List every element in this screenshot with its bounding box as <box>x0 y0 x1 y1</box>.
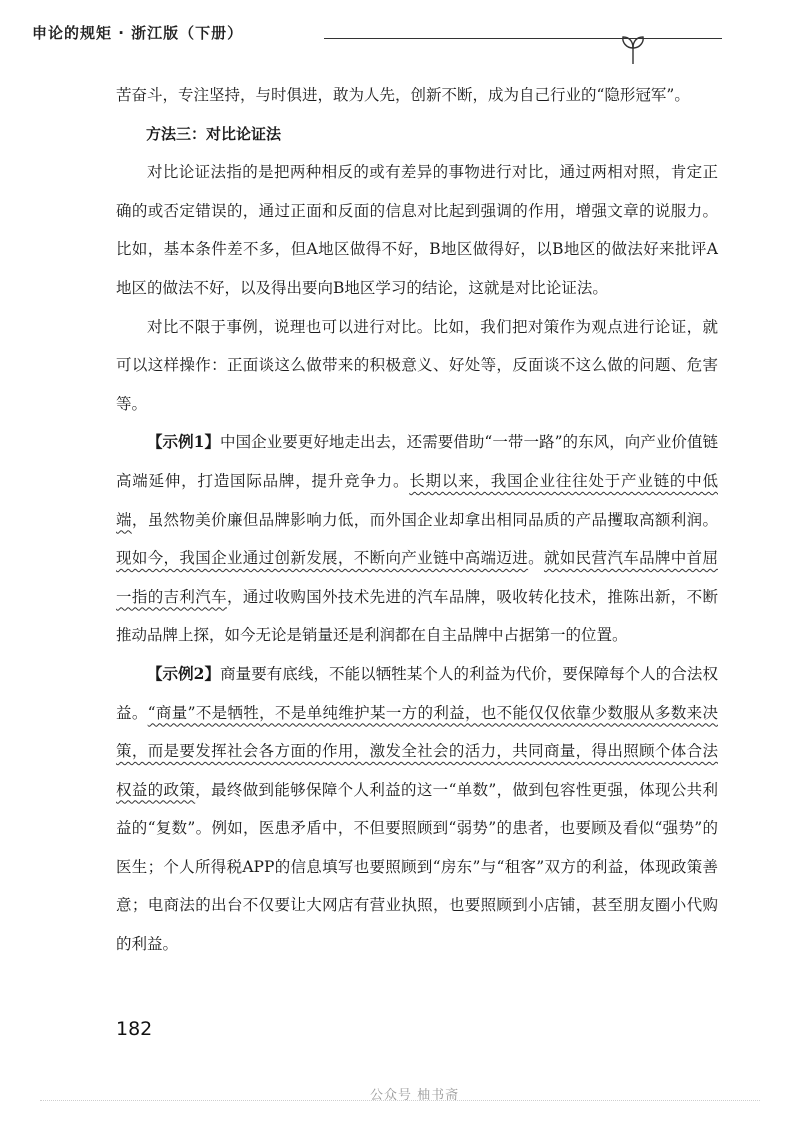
page-body <box>116 76 718 964</box>
underlined-text: 长期以来，我国企业往往处于产业链的中低端 <box>116 471 718 529</box>
page-number: 182 <box>116 1018 153 1040</box>
underlined-text: “商量”不是牺牲，不是单纯维护某一方的利益，也不能仅仅依靠少数服从多数来决策，而是要发挥社会各方面的作用，激发全社会的活力，共同商量，得出照顾个体合法权益的政策 <box>116 703 718 799</box>
example-text: ，通过收购国外技术先进的汽车品牌，吸收转化技术，推陈出新，不断推动品牌上探，如今无论是销量还是利润都在自主品牌中占据第一的位置。 <box>116 587 718 645</box>
example-1 <box>116 423 718 655</box>
underlined-text: 就如民营汽车品牌中首屈一指的吉利汽车 <box>116 549 718 606</box>
watermark-text: 公众号 柚书斋 <box>370 1088 460 1103</box>
example-tag: 【示例2】 <box>147 663 221 683</box>
example-text: 商量要有底线，不能以牺牲某个人的利益为代价，要保障每个人的合法权益。 <box>116 664 718 722</box>
example-text: 。 <box>528 549 544 568</box>
paragraph: 苦奋斗，专注坚持，与时俱进，敢为人先，创新不断，成为自己行业的“隐形冠军”。 <box>116 86 690 104</box>
example-2 <box>116 655 718 964</box>
example-text: ，虽然物美价廉但品牌影响力低，而外国企业却拿出相同品质的产品攫取高额利润。 <box>131 510 718 529</box>
paragraph: 对比不限于事例，说理也可以进行对比。比如，我们把对策作为观点进行论证，就可以这样操作：正面谈这么做带来的积极意义、好处等，反面谈不这么做的问题、危害等。 <box>116 317 718 413</box>
section-heading: 方法三：对比论证法 <box>146 124 282 143</box>
leaf-icon <box>620 36 646 66</box>
running-header <box>32 22 722 48</box>
example-tag: 【示例1】 <box>147 432 221 452</box>
underlined-text: 现如今，我国企业通过创新发展，不断向产业链中高端迈进 <box>116 549 529 568</box>
book-title: 申论的规矩 · 浙江版（下册） <box>32 24 244 42</box>
example-text: ，最终做到能够保障个人利益的这一“单数”，做到包容性更强，体现公共利益的“复数”。例如，医患矛盾中，不但要照顾到“弱势”的患者，也要顾及看似“强势”的医生；个人所得税APP的信息填写也要照顾到“房东”与“租客”双方的利益，体现政策善意；电商法的出台不仅要让大网店有营业执照，也要照顾到小店铺，甚至朋友圈小代购的利益。 <box>116 780 718 954</box>
example-text: 中国企业要更好地走出去，还需要借助“一带一路”的东风，向产业价值链高端延伸，打造国际品牌，提升竞争力。 <box>116 433 718 490</box>
header-rule <box>324 38 722 39</box>
paragraph: 对比论证法指的是把两种相反的或有差异的事物进行对比，通过两相对照，肯定正确的或否定错误的，通过正面和反面的信息对比起到强调的作用，增强文章的说服力。比如，基本条件差不多，但A地区做得不好，B地区做得好，以B地区的做法好来批评A地区的做法不好，以及得出要向B地区学习的结论，这就是对比论证法。 <box>116 163 718 297</box>
